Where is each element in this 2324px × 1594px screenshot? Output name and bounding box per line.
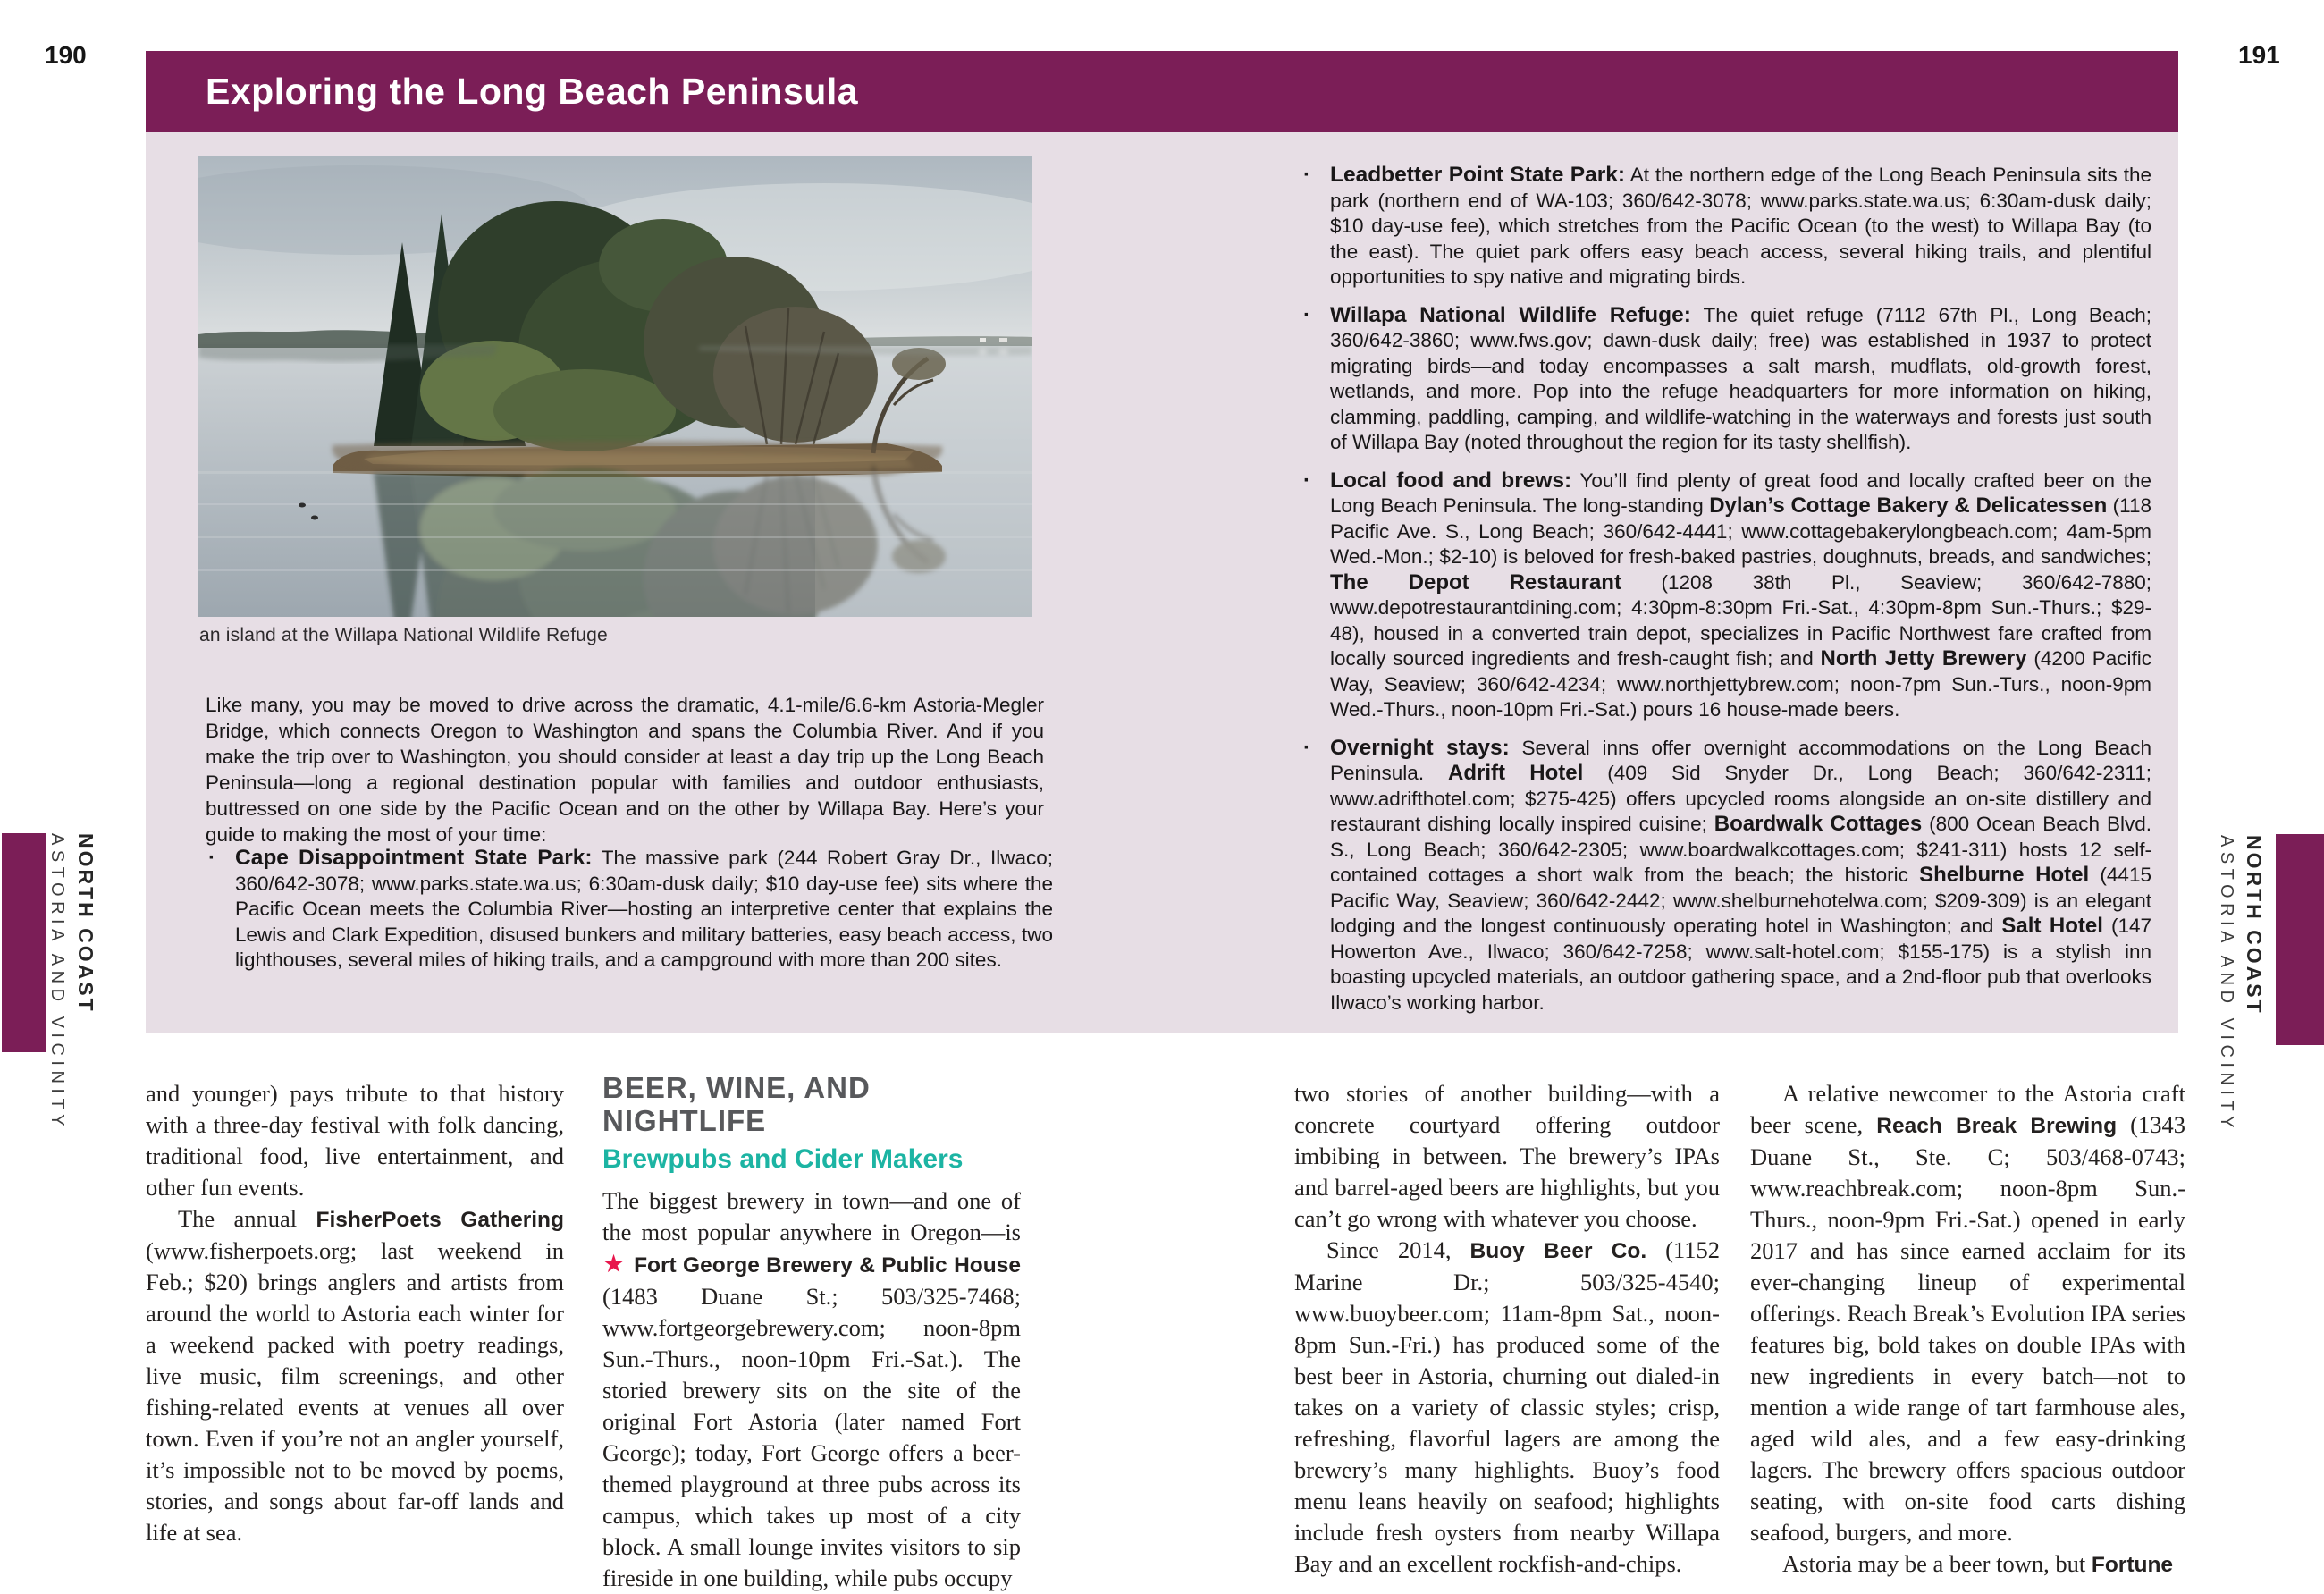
text-run: (409 Sid Snyder Dr., Long Beach; 360/642-2311; www.adrifthotel.com; $275-425) offers upcycled rooms alongside an on-site distillery and restaurant dishing locally inspired cuisine; [1330,762,2152,835]
bullet-item [206,846,1053,974]
bullet-lead: Local food and brews: [1330,468,1572,493]
paragraph [146,1203,564,1548]
text-run: (1483 Duane St.; 503/325-7468; www.fortgeorgebrewery.com; noon-8pm Sun.-Thurs., noon-10pm Fri.-Sat.). The storied brewery sits on the site of the original Fort Astoria (later named Fort George); today, Fort George offers a beer-themed playground at three pubs across its campus, which takes up most of a city block. A small lounge invites visitors to sip fireside in one building, while pubs occupy [602,1283,1021,1591]
text-run: The massive park (244 Robert Gray Dr., Ilwaco; 360/642-3078; www.parks.state.wa.us; 6:30am-dusk daily; $10 day-use fee) sits where the Pacific Ocean meets the Columbia River—hosting an interpretive center that explains the Lewis and Clark Expedition, disused bunkers and military batteries, easy beach access, two lighthouses, several miles of hiking trails, and a campground with more than 200 sites. [235,847,1054,971]
bullet-item [1301,468,2151,723]
bold-name: Shelburne Hotel [1919,863,2090,887]
text-run: The annual [178,1205,316,1232]
chapter-label-left: NORTH COAST [74,833,97,1014]
poi-list-left [206,846,1053,974]
bold-name: Fortune [2091,1553,2174,1577]
island-photo [198,156,1032,617]
article-column-2 [602,1071,1021,1594]
bold-name: The Depot Restaurant [1330,569,1621,595]
bullet-text [235,846,1053,974]
bold-name: FisherPoets Gathering [316,1208,564,1232]
bullet-item [1301,736,2151,1016]
bold-name: Buoy Beer Co. [1469,1239,1647,1263]
bold-name: North Jetty Brewery [1820,646,2027,670]
bold-name: Adrift Hotel [1447,761,1584,785]
section-label-left: ASTORIA AND VICINITY [47,833,67,1132]
bullet-text [1330,163,2151,291]
text-run: The biggest brewery in town—and one of the most popular anywhere in Oregon—is [602,1187,1021,1245]
article-column-1 [146,1078,564,1548]
text-run: The quiet refuge (7112 67th Pl., Long Beach; 360/642-3860; www.fws.gov; dawn-dusk daily; free) was established in 1937 to protect migrating birds—and today encompasses a salt marsh, mudflats, old-growth forest, wetlands, and more. Pop into the refuge headquarters for more information on hiking, clamming, paddling, camping, and wildlife-watching in the waterways and forests just south of Willapa Bay (noted throughout the region for its tasty shellfish). [1330,303,2151,453]
text-run: (1208 38th Pl., Seaview; 360/642-7880; www.depotrestaurantdining.com; 4:30pm-8:30pm Fri.-Sat., 4:30pm-8pm Sun.-Thurs.; $29-48), housed in a converted train depot, specializes in Pacific Northwest fare crafted from locally sourced ingredients and fresh-caught fish; and [1330,570,2151,670]
text-run: Astoria may be a beer town, but [1782,1550,2092,1577]
bullet-dot: · [1303,302,1310,327]
paragraph [1294,1235,1720,1580]
bullet-lead: Leadbetter Point State Park: [1330,163,1626,187]
star-icon: ★ [602,1249,635,1278]
text-run: Since 2014, [1326,1236,1470,1263]
article-column-4 [1750,1078,2185,1581]
text-run: (4200 Pacific Way, Seaview; 360/642-4234; www.northjettybrew.com; noon-7pm Sun.-Turs., noon-9pm Wed.-Thurs., noon-10pm Fri.-Sat.) pours 16 house-made beers. [1330,647,2151,721]
paragraph [1750,1548,2185,1581]
section-title: Exploring the Long Beach Peninsula [206,71,859,112]
text-run: two stories of another building—with a concrete courtyard offering outdoor imbibing in between. The brewery’s IPAs and barrel-aged beers are highlights, but you can’t go wrong with whatever you choose. [1294,1080,1720,1232]
text-run: You’ll find plenty of great food and locally crafted beer on the Long Beach Peninsula. The long-standing [1330,468,2151,517]
paragraph [602,1185,1021,1594]
text-run: (www.fisherpoets.org; last weekend in Feb.; $20) brings anglers and artists from around the world to Astoria each winter for a weekend packed with poetry readings, live music, film screenings, and other fishing-related events at venues all over town. Even if you’re not an angler yourself, it’s impossible not to be moved by poems, stories, and songs about far-off lands and life at sea. [146,1237,564,1546]
bullet-item [1301,303,2151,456]
poi-list-right [1301,163,2151,1016]
text-run: At the northern edge of the Long Beach Peninsula sits the park (northern end of WA-103; 360/642-3078; www.parks.state.wa.us; 6:30am-dusk daily; $10 day-use fee), which stretches from the Pacific Ocean (to the west) to Willapa Bay (to the east). The quiet park offers easy beach access, several hiking trails, and plentiful opportunities to spy native and migrating birds. [1330,164,2151,288]
bullet-text [1330,468,2151,723]
intro-paragraph: Like many, you may be moved to drive across the dramatic, 4.1-mile/6.6-km Astoria-Megler Bridge, which connects Oregon to Washington and spans the Columbia River. And if you make the trip over to Washington, you should consider at least a day trip up the Long Beach Peninsula—long a regional destination popular with families and outdoor enthusiasts, buttressed on one side by the Pacific Ocean and on the other by Willapa Bay. Here’s your guide to making the most of your time: [206,694,1044,846]
text-run: Several inns offer overnight accommodations on the Long Beach Peninsula. [1330,736,2151,784]
bullet-dot: · [1303,735,1310,760]
bullet-text [1330,303,2151,456]
bullet-dot: · [1303,468,1310,493]
bold-name: Boardwalk Cottages [1714,812,1923,836]
bullet-dot: · [208,846,215,870]
bullet-item [1301,163,2151,291]
section-label-right: ASTORIA AND VICINITY [2217,835,2236,1134]
section-header-bar [146,51,2178,132]
text-run: (4415 Pacific Way, Seaview; 360/642-2442; www.shelburnehotelwa.com; $209-309) is an elegant lodging and the longest continuously operating hotel in Washington; and [1330,864,2151,937]
paragraph [1750,1078,2185,1548]
bold-name: Reach Break Brewing [1876,1114,2118,1138]
paragraph [146,1078,564,1203]
paragraph [1294,1078,1720,1235]
text-run: (118 Pacific Ave. S., Long Beach; 360/642-4441; www.cottagebakerylongbeach.com; 4am-5pm Wed.-Mon.; $2-10) is beloved for fresh-baked pastries, doughnuts, breads, and sandwiches; [1330,494,2151,568]
text-run: (1152 Marine Dr.; 503/325-4540; www.buoybeer.com; 11am-8pm Sat., noon-8pm Sun.-Fri.) has produced some of the best beer in Astoria, churning out dialed-in takes on a variety of classic styles; crisp, refreshing, flavorful lagers are among the brewery’s many highlights. Buoy’s food menu leans heavily on seafood; highlights include fresh oysters from nearby Willapa Bay and an excellent rockfish-and-chips. [1294,1236,1721,1577]
page-number-left: 190 [45,41,87,69]
chapter-label-right: NORTH COAST [2243,835,2266,1016]
bullet-text [1330,736,2151,1016]
chapter-tab-right [2276,834,2324,1045]
page-number-right: 191 [2238,41,2280,69]
bold-name: Fort George Brewery & Public House [634,1253,1021,1278]
chapter-tab-left [2,833,46,1052]
bullet-lead: Willapa National Wildlife Refuge: [1330,302,1691,327]
text-run: A relative newcomer to the Astoria craft beer scene, [1750,1080,2185,1138]
section-heading: BEER, WINE, AND NIGHTLIFE [602,1071,871,1137]
bullet-lead: Overnight stays: [1330,735,1510,760]
bold-name: Salt Hotel [2001,914,2103,938]
article-column-2-body [602,1185,1021,1594]
photo-caption: an island at the Willapa National Wildlife Refuge [199,625,608,645]
article-column-3 [1294,1078,1720,1580]
bold-name: Dylan’s Cottage Bakery & Delicatessen [1709,493,2108,518]
subsection-heading: Brewpubs and Cider Makers [602,1144,964,1174]
feature-box [146,132,2178,1033]
text-run: (147 Howerton Ave., Ilwaco; 360/642-7258; www.salt-hotel.com; $155-175) is a stylish inn boasting upcycled materials, an outdoor gathering space, and a 2nd-floor pub that overlooks Ilwaco’s working harbor. [1330,915,2151,1014]
text-run: (1343 Duane St., Ste. C; 503/468-0743; www.reachbreak.com; noon-8pm Sun.-Thurs., noon-9pm Fri.-Sat.) opened in early 2017 and has since earned acclaim for its ever-changing lineup of experimental offerings. Reach Break’s Evolution IPA series features big, bold takes on double IPAs with new ingredients in every batch—not to mention a wide range of tart farmhouse ales, aged wild ales, and a few easy-drinking lagers. The brewery offers spacious outdoor seating, with on-site food carts dishing seafood, burgers, and more. [1750,1111,2185,1546]
bullet-lead: Cape Disappointment State Park: [235,846,593,870]
text-run: (800 Ocean Beach Blvd. S., Long Beach; 360/642-2305; www.boardwalkcottages.com; $241-311) hosts 12 self-contained cottages a short walk from the beach; the historic [1330,813,2151,886]
text-run: and younger) pays tribute to that history with a three-day festival with folk dancing, traditional food, live entertainment, and other fun events. [146,1080,564,1201]
bullet-dot: · [1303,163,1310,187]
